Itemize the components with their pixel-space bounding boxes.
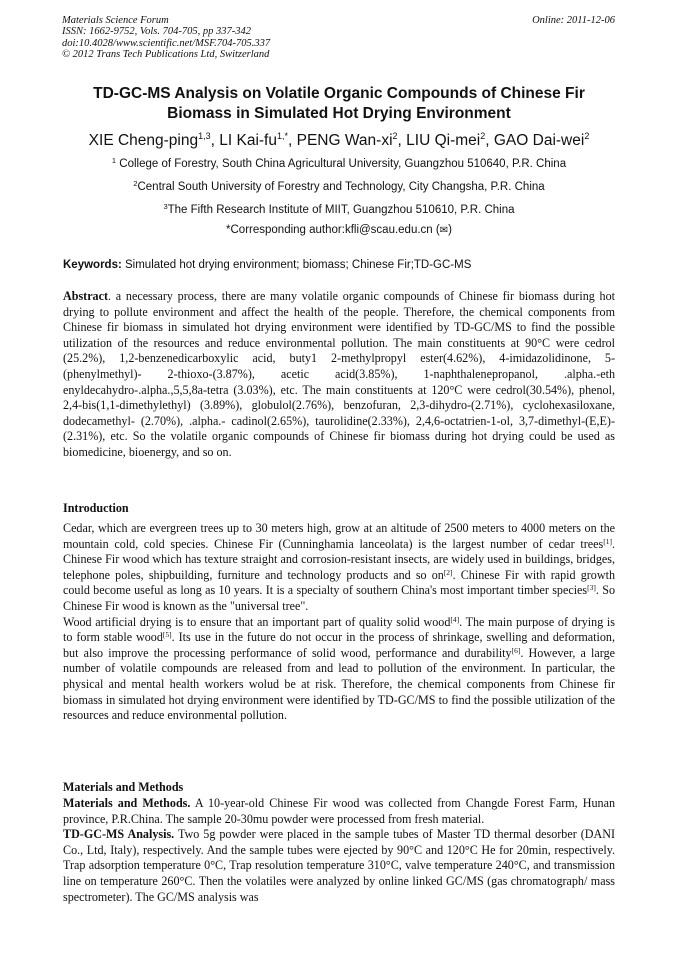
paper-title [40, 84, 638, 123]
affiliation-2 [40, 180, 638, 194]
affiliation-text: Central South University of Forestry and Technology, City Changsha, P.R. China [137, 181, 545, 193]
citation[interactable]: [3] [587, 583, 596, 593]
methods-heading: Materials and Methods [63, 780, 184, 794]
author-separator: , [485, 132, 494, 149]
author-affil-sup: 2 [584, 131, 590, 141]
citation[interactable]: [4] [450, 614, 460, 624]
paragraph-text: Two 5g powder were placed in the sample tubes of Master TD thermal desorber (DANI Co., Ltd, Italy), respectively. And the sample tubes were ejected by 90°C and 120°C He for 20min, respectively. Trap adsorption temperature 0°C, Trap resolution temperature 310°C, valve temperature 240°C, and transmission line on temperature 260°C. Then the volatiles were analyzed by online linked GC/MS (gas chromatograph/ mass spectrometer). The GC/MS analysis was [63, 827, 616, 904]
author-list [30, 131, 648, 151]
journal-issn: ISSN: 1662-9752, Vols. 704-705, pp 337-342 [62, 26, 251, 38]
author-affil-sup: 2 [392, 131, 398, 141]
author-name: LIU Qi-mei [406, 132, 481, 149]
paper-title-line-1: TD-GC-MS Analysis on Volatile Organic Compounds of Chinese Fir [93, 85, 585, 102]
keywords-label: Keywords: [63, 259, 122, 271]
methods-subheading: Materials and Methods. [63, 796, 191, 810]
paper-title-line-2: Biomass in Simulated Hot Drying Environment [167, 104, 511, 122]
author-affil-sup: 1,3 [198, 131, 211, 141]
keywords-text: Simulated hot drying environment; biomass; Chinese Fir;TD-GC-MS [121, 259, 472, 271]
corresponding-close: ) [448, 224, 452, 236]
author-name: GAO Dai-wei [493, 132, 585, 149]
author-affil-sup: 2 [480, 131, 486, 141]
paragraph-text: . Chinese Fir wood which has texture straight and corrosion-resistant insects, are widely used in buildings, bridges, telephone poles, shipbuilding, furniture and technology products and so on [63, 536, 615, 582]
abstract-label: Abstract [63, 289, 109, 303]
affiliation-3 [40, 203, 638, 217]
affiliation-text: The Fifth Research Institute of MIIT, Guangzhou 510610, P.R. China [167, 204, 515, 216]
introduction-body [63, 521, 615, 724]
affiliation-sup: 2 [133, 179, 138, 188]
paragraph-text: A 10-year-old Chinese Fir wood was collected from Changde Forest Farm, Hunan province, P.R.China. The sample 20-30mu powder were processed from fresh material. [63, 796, 615, 826]
author-name: PENG Wan-xi [296, 132, 393, 149]
envelope-icon: ✉ [439, 225, 449, 236]
abstract-text: . a necessary process, there are many volatile organic compounds of Chinese fir biomass during hot drying to pollute environment and affect the health of the people. Therefore, the chemical components from Chinese fir biomass in simulated hot drying environment were identified by TD-GC/MS to find the possible utilization of the resources and reduce environmental pollution. The main constituents at 90°C were cedrol (25.2%), 1,2-benzenedicarboxylic acid, buty1 2-methylpropyl ester(4.62%), 4-imidazolidinone, 5-(phenylmethyl)- 2-thioxo-(3.87%), acetic acid(3.85%), 1-naphthalenepropanol, .alpha.-eth enyldecahydro-.alpha.,5,5,8a-tetra (3.03%), etc. The main constituents at 120°C were cedrol(30.54%), phenol, 2,4-bis(1,1-dimethylethyl) (3.89%), globulol(2.76%), benzofuran, 2,3-dihydro-(2.71%), cyclohexasiloxane, dodecamethyl- (2.70%), .alpha.- cadinol(2.65%), taurolidine(2.33%), 2,4,6-octatrien-1-ol, 3,7-dimethyl-(E,E)- (2.31%), etc. So the volatile organic compounds of Chinese fir biomass during hot drying could be used as biomedicine, bioenergy, and so on. [63, 289, 615, 459]
author-name: LI Kai-fu [219, 132, 277, 149]
journal-header [62, 15, 270, 61]
methods-paragraph-2 [63, 827, 615, 905]
citation[interactable]: [6] [511, 645, 521, 655]
affiliation-text: College of Forestry, South China Agricultural University, Guangzhou 510640, P.R. China [119, 158, 567, 170]
paragraph-text: . So Chinese Fir wood is known as the "universal tree". [63, 583, 615, 613]
citation[interactable]: [5] [162, 630, 172, 640]
paragraph-text: Cedar, which are evergreen trees up to 30 meters high, grow at an altitude of 2500 meters to 4000 meters on the mountain cold, cold species. Chinese Fir (Cunninghamia lanceolata) is the largest number of cedar trees [63, 521, 615, 551]
author-affil-sup: 1,* [276, 131, 288, 141]
citation[interactable]: [1] [603, 536, 612, 546]
corresponding-email[interactable]: *Corresponding author:kfli@scau.edu.cn ( [226, 224, 440, 236]
paragraph-text: . The main purpose of drying is to form stable wood [63, 614, 615, 645]
paragraph-text: Wood artificial drying is to ensure that an important part of quality solid wood [63, 614, 451, 629]
keywords [63, 258, 615, 272]
introduction-paragraph-2 [63, 615, 615, 724]
introduction-paragraph-1 [63, 521, 615, 615]
journal-name: Materials Science Forum [62, 15, 169, 26]
author-name: XIE Cheng-ping [88, 132, 199, 149]
affiliation-sup: 3 [163, 202, 168, 211]
affiliation-sup: 1 [111, 156, 117, 165]
paragraph-text: . However, a large number of volatile compounds are released from and lead to pollution of the environment. In particular, the physical and mental health workers wolud be at risk. Therefore, the chemical components from Chinese fir biomass in simulated hot drying environment were identified by TD-GC/MS to find the possible utilization of the resources and reduce environmental pollution. [63, 645, 616, 723]
paragraph-text: . Chinese Fir with rapid growth could become useful as long as 10 years. It is a specialty of southern China's most important timber species [63, 567, 615, 598]
methods-paragraph-1 [63, 796, 615, 827]
author-separator: , [210, 132, 220, 149]
journal-doi: doi:10.4028/www.scientific.net/MSF.704-705.337 [62, 37, 271, 49]
paragraph-text: . Its use in the future do not occur in the process of shrinkage, swelling and deformation, but also improve the processing performance of solid wood, performance and durability [63, 630, 615, 660]
methods-body [63, 796, 615, 905]
author-separator: , [288, 132, 297, 149]
online-date: Online: 2011-12-06 [532, 15, 615, 26]
journal-copyright: © 2012 Trans Tech Publications Ltd, Switzerland [62, 49, 270, 61]
author-separator: , [397, 132, 407, 149]
abstract [63, 289, 615, 461]
corresponding-author [40, 223, 638, 238]
tdgcms-subheading: TD-GC-MS Analysis. [63, 827, 175, 842]
affiliation-1 [40, 157, 638, 171]
citation[interactable]: [2] [443, 567, 453, 577]
introduction-heading: Introduction [63, 501, 129, 515]
